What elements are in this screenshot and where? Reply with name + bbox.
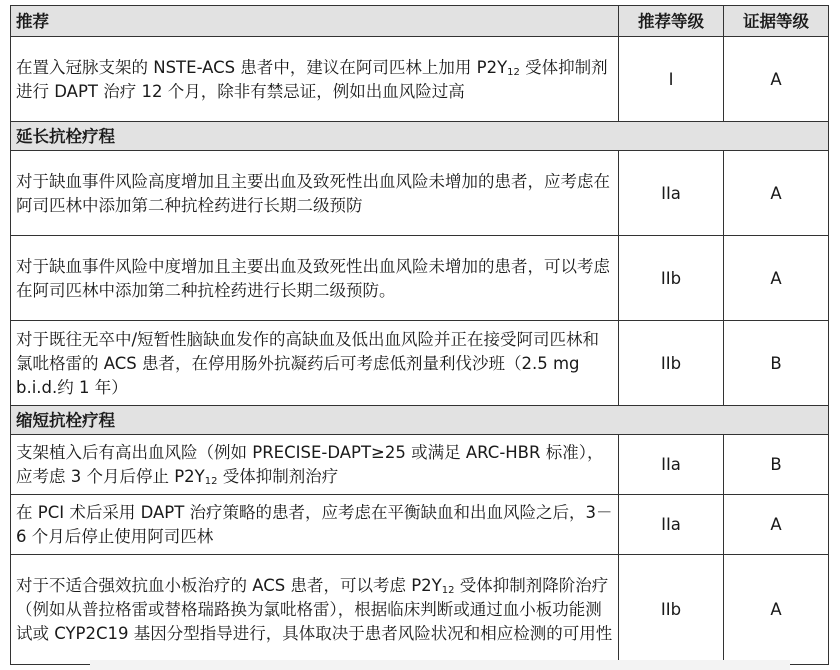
recommendation-class: IIa [619, 435, 724, 495]
recommendation-text: 在置入冠脉支架的 NSTE-ACS 患者中，建议在阿司匹林上加用 $P2Y_{12}$ 受体抑制剂进行 DAPT 治疗 12 个月，除非有禁忌证，例如出血风险过高 [11, 37, 619, 122]
recommendation-text: 支架植入后有高出血风险（例如 PRECISE-DAPT≥25 或满足 ARC-HBR 标准），应考虑 3 个月后停止 $P2Y_{12}$ 受体抑制剂治疗 [11, 435, 619, 495]
section-row-extend [11, 122, 829, 151]
table-row [11, 236, 829, 321]
evidence-level: A [724, 37, 829, 122]
evidence-level: A [724, 151, 829, 236]
table-row [11, 495, 829, 555]
recommendation-text: 对于缺血事件风险高度增加且主要出血及致死性出血风险未增加的患者，应考虑在阿司匹林中添加第二种抗栓药进行长期二级预防 [11, 151, 619, 236]
section-title: 延长抗栓疗程 [11, 122, 829, 151]
evidence-level: B [724, 321, 829, 406]
table-row [11, 321, 829, 406]
header-level-of-evidence: 证据等级 [724, 6, 829, 37]
table-row [11, 555, 829, 665]
recommendation-text: 在 PCI 术后采用 DAPT 治疗策略的患者，应考虑在平衡缺血和出血风险之后，3－6 个月后停止使用阿司匹林 [11, 495, 619, 555]
recommendation-class: IIb [619, 321, 724, 406]
table-row [11, 151, 829, 236]
recommendation-table [10, 5, 829, 665]
table-header-row [11, 6, 829, 37]
recommendation-class: IIb [619, 555, 724, 665]
recommendation-class: IIb [619, 236, 724, 321]
evidence-level: A [724, 236, 829, 321]
recommendation-text: 对于既往无卒中/短暂性脑缺血发作的高缺血及低出血风险并正在接受阿司匹林和氯吡格雷的 ACS 患者，在停用肠外抗凝药后可考虑低剂量利伐沙班（2.5 mg b.i.d.约 1 年） [11, 321, 619, 406]
recommendation-text: 对于不适合强效抗血小板治疗的 ACS 患者，可以考虑 $P2Y_{12}$ 受体抑制剂降阶治疗（例如从普拉格雷或替格瑞路换为氯吡格雷），根据临床判断或通过血小板功能测试或 CYP2C19 基因分型指导进行，具体取决于患者风险状况和相应检测的可用性 [11, 555, 619, 665]
recommendation-class: I [619, 37, 724, 122]
section-title: 缩短抗栓疗程 [11, 406, 829, 435]
table-row [11, 37, 829, 122]
section-row-shorten [11, 406, 829, 435]
page-bottom-strip [90, 660, 790, 670]
header-class-of-recommendation: 推荐等级 [619, 6, 724, 37]
recommendation-text: 对于缺血事件风险中度增加且主要出血及致死性出血风险未增加的患者，可以考虑在阿司匹林中添加第二种抗栓药进行长期二级预防。 [11, 236, 619, 321]
evidence-level: B [724, 435, 829, 495]
recommendation-class: IIa [619, 495, 724, 555]
evidence-level: A [724, 555, 829, 665]
evidence-level: A [724, 495, 829, 555]
table-row [11, 435, 829, 495]
recommendation-class: IIa [619, 151, 724, 236]
header-recommendation: 推荐 [11, 6, 619, 37]
